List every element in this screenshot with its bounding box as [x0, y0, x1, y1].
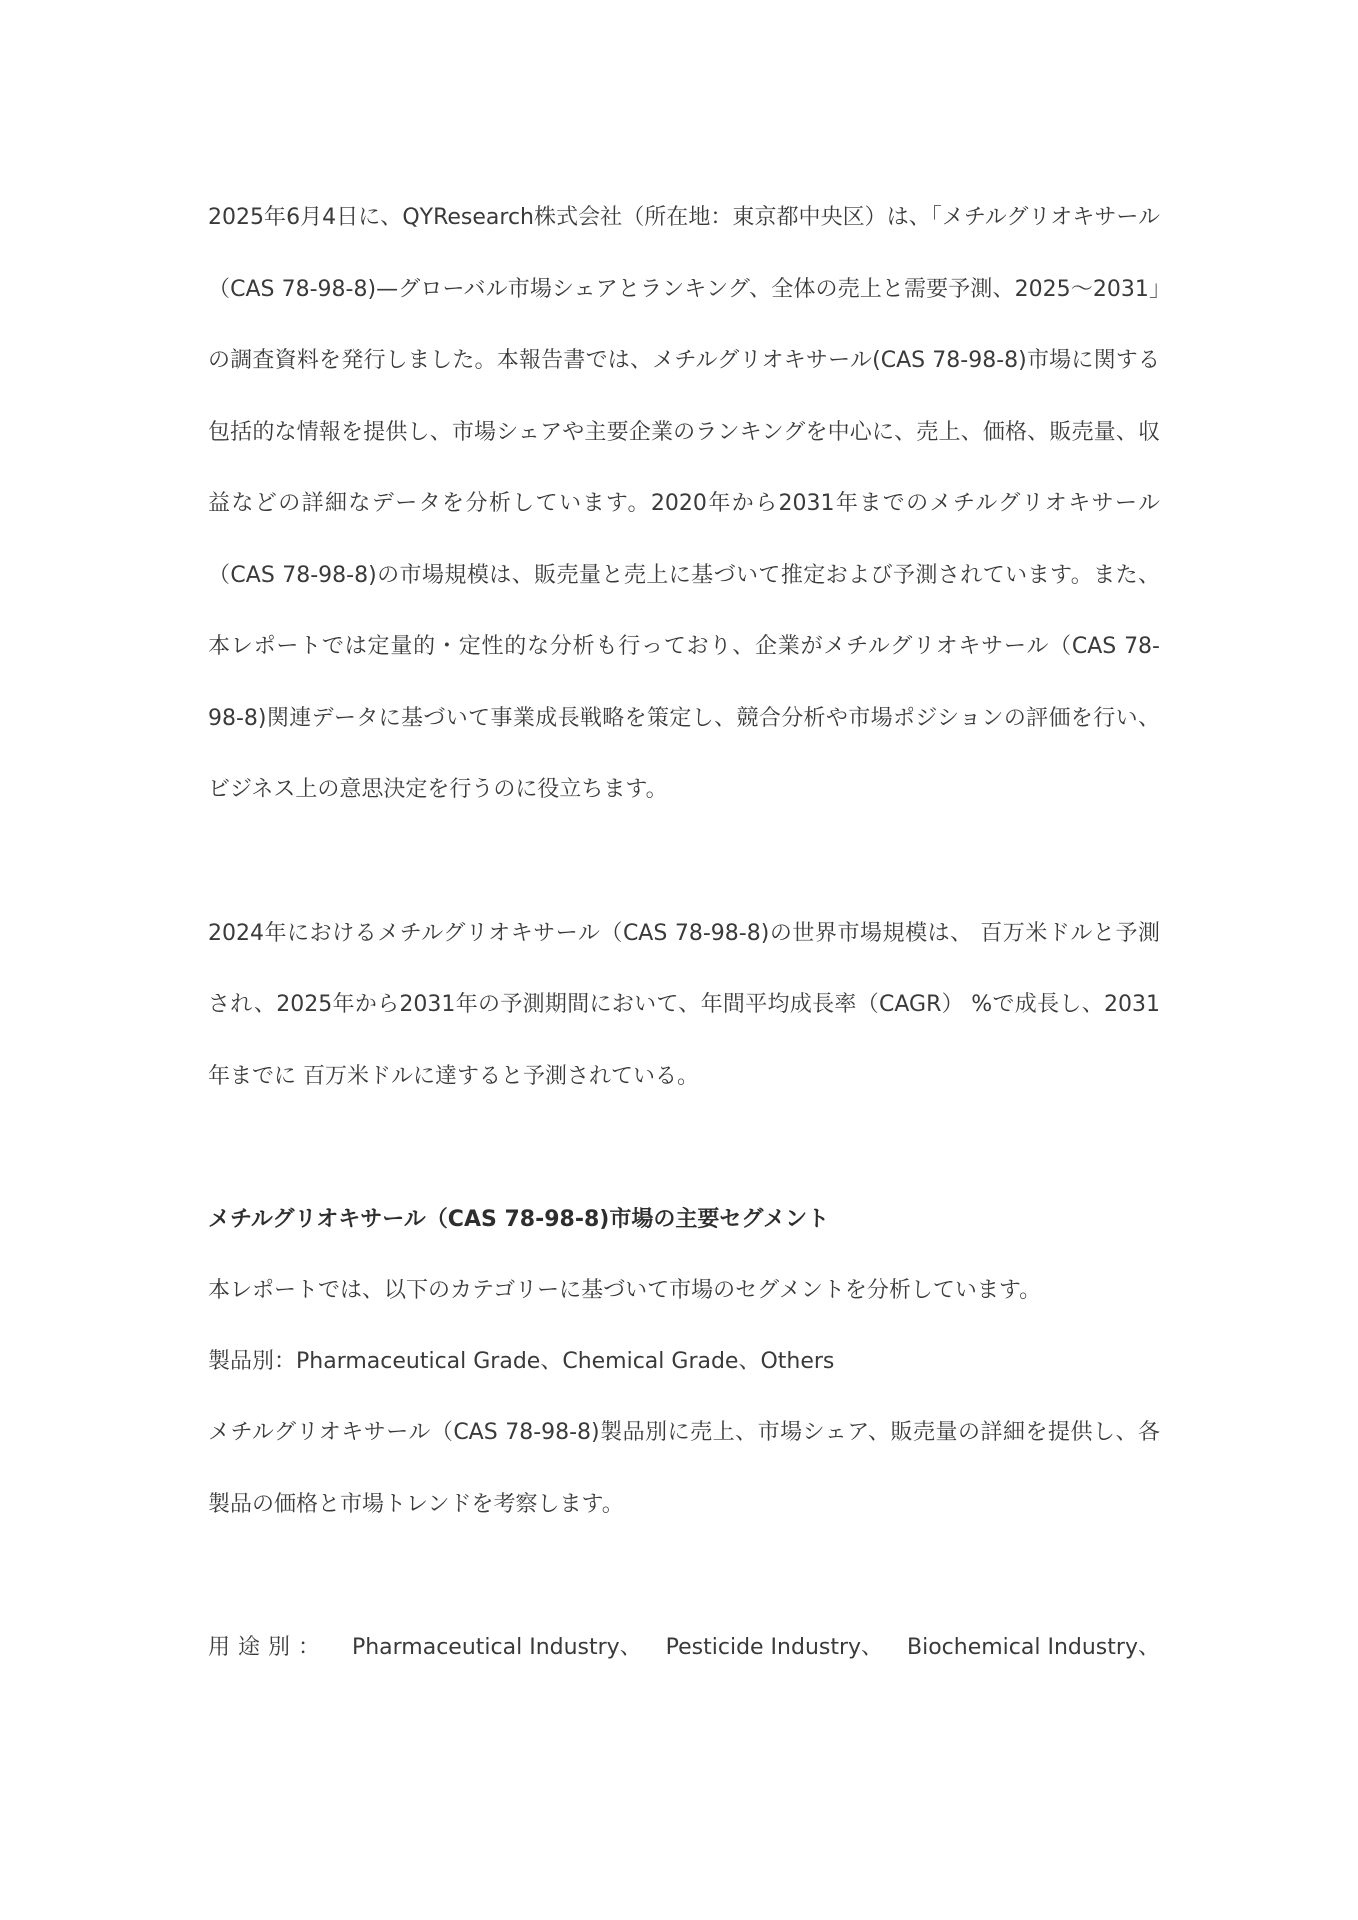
by-application-line [208, 1612, 1160, 1683]
product-detail-paragraph: メチルグリオキサール（CAS 78-98-8)製品別に売上、市場シェア、販売量の詳細を提供し、各製品の価格と市場トレンドを考察します。 [208, 1420, 1160, 1517]
segment-intro: 本レポートでは、以下のカテゴリーに基づいて市場のセグメントを分析しています。 [208, 1278, 1042, 1303]
market-size-paragraph: 2024年におけるメチルグリオキサール（CAS 78-98-8)の世界市場規模は、 百万米ドルと予測され、2025年から2031年の予測期間において、年間平均成長率（CAGR） %で成長し、2031年までに 百万米ドルに達すると予測されている。 [208, 920, 1160, 1089]
application-item: Pesticide Industry、 [665, 1635, 884, 1660]
application-item: Pharmaceutical Industry、 [351, 1635, 642, 1660]
spacer [208, 1540, 1160, 1612]
segment-heading: メチルグリオキサール（CAS 78-98-8)市場の主要セグメント [208, 1207, 830, 1232]
spacer [208, 1112, 1160, 1184]
intro-paragraph: 2025年6月4日に、QYResearch株式会社（所在地：東京都中央区）は、「メチルグリオキサール（CAS 78-98-8)—グローバル市場シェアとランキング、全体の売上と需要予測、2025～2031」の調査資料を発行しました。本報告書では、メチルグリオキサール(CAS 78-98-8)市場に関する包括的な情報を提供し、市場シェアや主要企業のランキングを中心に、売上、価格、販売量、収益などの詳細なデータを分析しています。2020年から2031年までのメチルグリオキサール（CAS 78-98-8)の市場規模は、販売量と売上に基づいて推定および予測されています。また、本レポートでは定量的・定性的な分析も行っており、企業がメチルグリオキサール（CAS 78-98-8)関連データに基づいて事業成長戦略を策定し、競合分析や市場ポジションの評価を行い、ビジネス上の意思決定を行うのに役立ちます。 [208, 205, 1160, 802]
application-item: Biochemical Industry、 [907, 1635, 1160, 1660]
spacer [208, 826, 1160, 898]
by-application-label: 用途別： [208, 1635, 329, 1660]
by-product-line: 製品別：Pharmaceutical Grade、Chemical Grade、Others [208, 1349, 835, 1374]
document-page [208, 182, 1160, 1683]
